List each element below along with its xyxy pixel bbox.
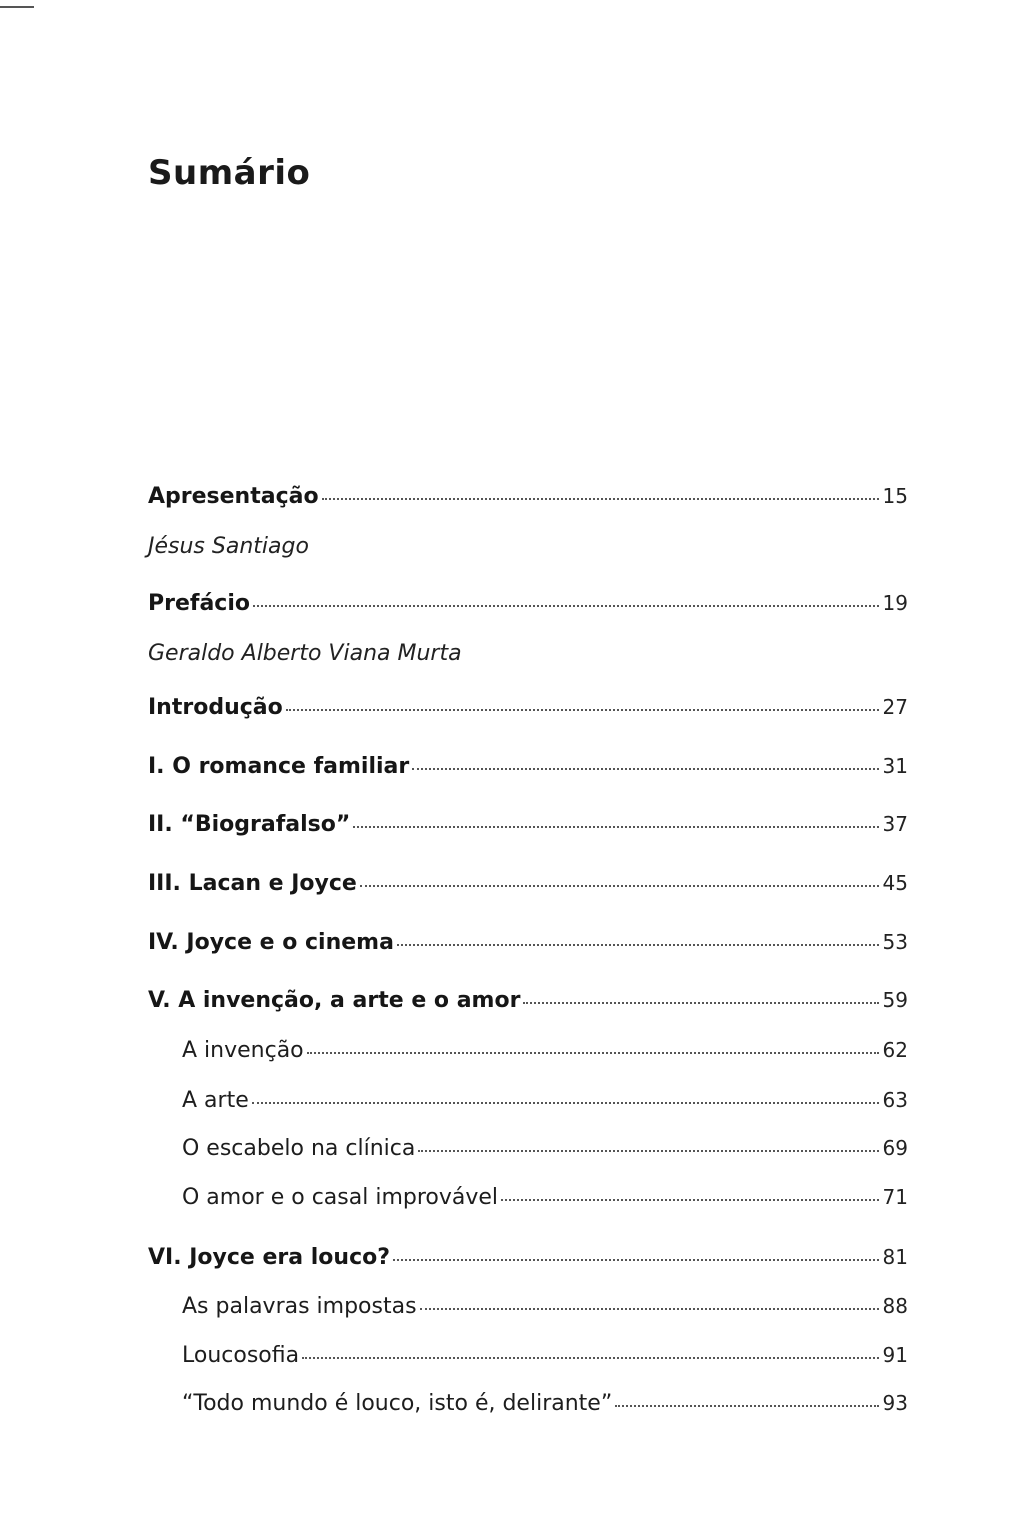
toc-subentry-label: A invenção xyxy=(182,1038,304,1063)
dot-leader xyxy=(252,1102,879,1104)
toc-entry-label: V. A invenção, a arte e o amor xyxy=(148,988,521,1013)
dot-leader xyxy=(418,1150,878,1152)
toc-entry-label: I. O romance familiar xyxy=(148,754,410,779)
toc-entry-author: Jésus Santiago xyxy=(148,534,309,559)
dot-leader xyxy=(307,1052,879,1054)
dot-leader xyxy=(501,1199,879,1201)
dot-leader xyxy=(353,826,878,828)
toc-page-number: 31 xyxy=(882,754,908,778)
dot-leader xyxy=(412,768,878,770)
toc-page-number: 81 xyxy=(882,1245,908,1269)
toc-page-number: 88 xyxy=(882,1294,908,1318)
toc-entry-label: Apresentação xyxy=(148,484,319,509)
toc-entry-chapter-3[interactable] xyxy=(148,873,908,895)
toc-subentry-label: Loucosofia xyxy=(182,1343,300,1368)
toc-entry-chapter-6[interactable] xyxy=(148,1247,908,1269)
toc-page-number: 91 xyxy=(882,1343,908,1367)
toc-subentry-a-arte[interactable] xyxy=(182,1090,908,1112)
toc-page-number: 93 xyxy=(882,1391,908,1415)
toc-entry-chapter-1[interactable] xyxy=(148,756,908,778)
toc-subentry-label: O escabelo na clínica xyxy=(182,1136,416,1161)
toc-page-number: 71 xyxy=(882,1185,908,1209)
toc-subentry-escabelo[interactable] xyxy=(182,1138,908,1160)
dot-leader xyxy=(360,885,879,887)
page-edge-mark xyxy=(0,6,34,8)
toc-subentry-amor-casal[interactable] xyxy=(182,1187,908,1209)
toc-subentry-todo-mundo-louco[interactable] xyxy=(182,1393,908,1415)
dot-leader xyxy=(615,1405,878,1407)
dot-leader xyxy=(302,1357,878,1359)
toc-entry-chapter-2[interactable] xyxy=(148,814,908,836)
toc-subentry-label: O amor e o casal improvável xyxy=(182,1185,499,1210)
dot-leader xyxy=(420,1308,879,1310)
toc-page-number: 63 xyxy=(882,1088,908,1112)
toc-entry-label: III. Lacan e Joyce xyxy=(148,871,357,896)
dot-leader xyxy=(523,1002,878,1004)
toc-subentry-label: A arte xyxy=(182,1088,249,1113)
toc-entry-prefacio[interactable] xyxy=(148,593,908,615)
toc-entry-label: IV. Joyce e o cinema xyxy=(148,930,394,955)
toc-subentry-a-invencao[interactable] xyxy=(182,1040,908,1062)
toc-subentry-loucosofia[interactable] xyxy=(182,1345,908,1367)
toc-page-number: 53 xyxy=(882,930,908,954)
toc-page-number: 59 xyxy=(882,988,908,1012)
toc-subentry-label: “Todo mundo é louco, isto é, delirante” xyxy=(182,1391,613,1416)
toc-subentry-label: As palavras impostas xyxy=(182,1294,417,1319)
toc-entry-label: VI. Joyce era louco? xyxy=(148,1245,390,1270)
toc-entry-label: Introdução xyxy=(148,695,283,720)
dot-leader xyxy=(286,709,879,711)
toc-entry-chapter-4[interactable] xyxy=(148,932,908,954)
toc-entry-apresentacao[interactable] xyxy=(148,486,908,508)
toc-page-number: 27 xyxy=(882,695,908,719)
toc-entry-label: Prefácio xyxy=(148,591,251,616)
toc-entry-introducao[interactable] xyxy=(148,697,908,719)
page-title: Sumário xyxy=(148,152,311,193)
toc-page-number: 19 xyxy=(882,591,908,615)
toc-entry-chapter-5[interactable] xyxy=(148,990,908,1012)
toc-subentry-palavras-impostas[interactable] xyxy=(182,1296,908,1318)
toc-page-number: 37 xyxy=(882,812,908,836)
dot-leader xyxy=(322,498,879,500)
dot-leader xyxy=(393,1259,879,1261)
toc-page-number: 15 xyxy=(882,484,908,508)
dot-leader xyxy=(253,605,879,607)
toc-page-number: 62 xyxy=(882,1038,908,1062)
toc-page-number: 69 xyxy=(882,1136,908,1160)
toc-entry-author: Geraldo Alberto Viana Murta xyxy=(148,641,462,666)
dot-leader xyxy=(397,944,879,946)
toc-page-number: 45 xyxy=(882,871,908,895)
toc-entry-label: II. “Biografalso” xyxy=(148,812,351,837)
